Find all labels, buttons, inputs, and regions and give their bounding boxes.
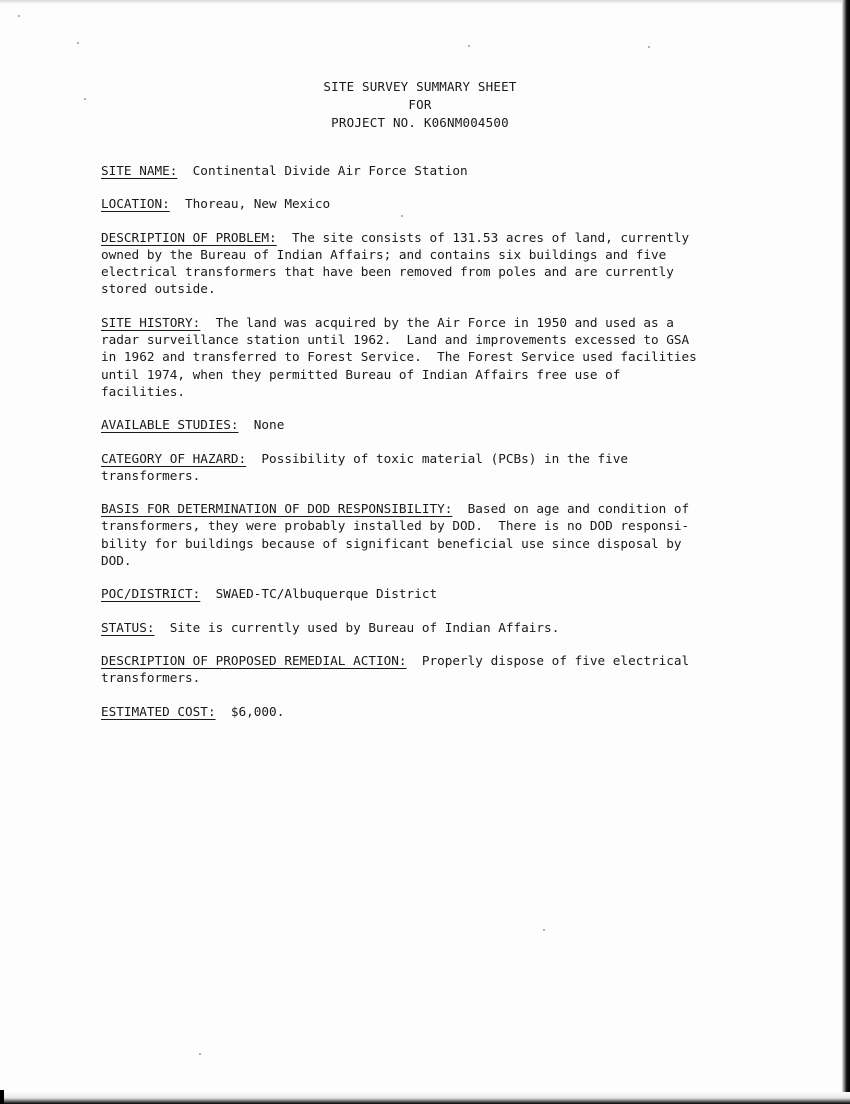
header-title: SITE SURVEY SUMMARY SHEET — [323, 79, 517, 94]
text-line: transformers, they were probably installed by DOD. There is no DOD responsi- — [101, 518, 690, 534]
poc-district-label: POC/DISTRICT: — [101, 586, 201, 602]
estimated-cost-value: $6,000. — [230, 703, 285, 719]
section-poc-district — [101, 585, 751, 602]
text-line: The land was acquired by the Air Force in 1950 and used as a — [215, 314, 674, 330]
section-proposed-remedial-action — [101, 652, 751, 687]
text-line: stored outside. — [101, 281, 216, 297]
text-line: transformers. — [101, 670, 201, 686]
text-line: until 1974, when they permitted Bureau of Indian Affairs free use of — [101, 366, 621, 382]
scan-speck — [18, 15, 20, 17]
scan-edge-bottom — [0, 1092, 850, 1104]
header-for: FOR — [408, 97, 432, 112]
available-studies-value: None — [253, 417, 285, 433]
basis-for-determination-label: BASIS FOR DETERMINATION OF DOD RESPONSIBILITY: — [101, 501, 453, 517]
document-header — [270, 78, 570, 132]
section-site-name — [101, 162, 751, 179]
section-status — [101, 619, 751, 636]
location-value: Thoreau, New Mexico — [185, 196, 331, 212]
estimated-cost-label: ESTIMATED COST: — [101, 703, 216, 719]
category-of-hazard-label: CATEGORY OF HAZARD: — [101, 450, 247, 466]
text-line: facilities. — [101, 383, 186, 399]
location-label: LOCATION: — [101, 196, 170, 212]
text-line: Possibility of toxic material (PCBs) in the five — [261, 450, 629, 466]
section-description-of-problem — [101, 229, 751, 298]
text-line: DOD. — [101, 553, 132, 569]
section-category-of-hazard — [101, 450, 751, 485]
header-project-number: PROJECT NO. K06NM004500 — [331, 115, 509, 130]
text-line: Properly dispose of five electrical — [421, 652, 690, 668]
status-label: STATUS: — [101, 619, 155, 635]
section-location — [101, 195, 751, 212]
scan-speck — [648, 46, 650, 48]
text-line: radar surveillance station until 1962. Land and improvements excessed to GSA — [101, 332, 690, 348]
poc-district-value: SWAED-TC/Albuquerque District — [215, 586, 438, 602]
scan-speck — [199, 1053, 201, 1055]
section-available-studies — [101, 416, 751, 433]
description-of-problem-label: DESCRIPTION OF PROBLEM: — [101, 229, 277, 245]
text-line: transformers. — [101, 467, 201, 483]
available-studies-label: AVAILABLE STUDIES: — [101, 417, 239, 433]
status-value: Site is currently used by Bureau of Indian Affairs. — [169, 619, 560, 635]
scan-edge-mark — [0, 1090, 4, 1104]
scan-speck — [468, 45, 470, 47]
proposed-remedial-action-label: DESCRIPTION OF PROPOSED REMEDIAL ACTION: — [101, 652, 407, 668]
section-basis-for-determination — [101, 500, 751, 569]
text-line: The site consists of 131.53 acres of land, currently — [291, 229, 690, 245]
document-body — [101, 162, 751, 736]
scan-edge-top — [0, 0, 850, 4]
section-estimated-cost — [101, 703, 751, 720]
scan-speck — [543, 929, 545, 931]
scan-speck — [84, 98, 86, 100]
scan-speck — [77, 42, 79, 44]
site-name-label: SITE NAME: — [101, 163, 178, 178]
text-line: bility for buildings because of significant beneficial use since disposal by — [101, 535, 682, 551]
section-site-history — [101, 314, 751, 400]
text-line: electrical transformers that have been removed from poles and are currently — [101, 264, 674, 280]
scan-edge-right — [842, 0, 850, 1104]
text-line: in 1962 and transferred to Forest Service. The Forest Service used facilities — [101, 349, 697, 365]
text-line: owned by the Bureau of Indian Affairs; and contains six buildings and five — [101, 246, 667, 262]
text-line: Based on age and condition of — [467, 501, 690, 517]
site-name-value: Continental Divide Air Force Station — [192, 163, 468, 178]
site-history-label: SITE HISTORY: — [101, 314, 201, 330]
